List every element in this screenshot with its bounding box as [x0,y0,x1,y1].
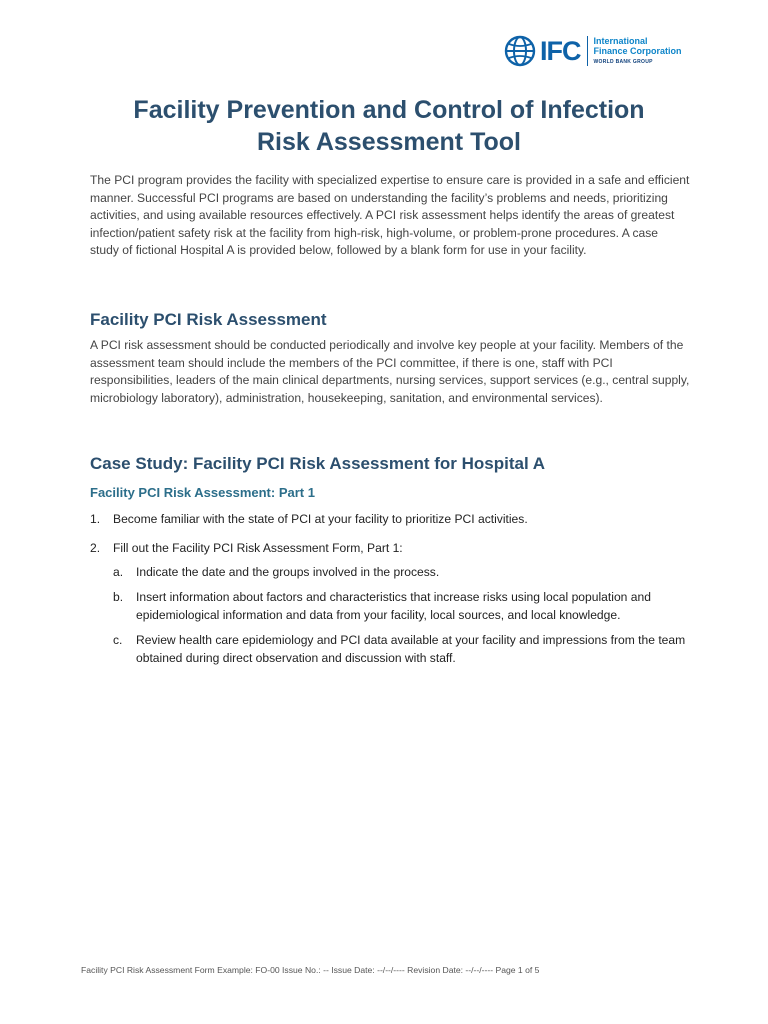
page-title [90,94,688,158]
logo-mark: IFC [540,35,581,66]
list-item-number: 1. [90,512,101,526]
sub-list-item-text: Indicate the date and the groups involved in the process. [136,565,440,579]
logo-line-1: International [593,35,648,46]
sub-list-item-text: Insert information about factors and characteristics that increase risks using local population and epidemiological information and data from your facility, local sources, and local knowledge. [136,590,651,622]
sub-list-item-letter: b. [113,590,124,604]
list-item-number: 2. [90,541,101,555]
title-line-1: Facility Prevention and Control of Infection [133,96,645,124]
subheading-part-1: Facility PCI Risk Assessment: Part 1 [90,485,315,500]
logo-text [594,36,682,67]
logo-line-2: Finance Corporation [593,45,682,56]
title-line-2: Risk Assessment Tool [257,128,521,156]
globe-icon [504,35,536,67]
section-heading-case-study: Case Study: Facility PCI Risk Assessment for Hospital A [90,454,546,473]
list-item-text: Fill out the Facility PCI Risk Assessment Form, Part 1: [113,541,403,555]
logo-line-3: WORLD BANK GROUP [593,58,653,65]
ifc-logo [504,33,682,69]
sub-list-item-letter: a. [113,565,124,579]
sub-list-item-text: Review health care epidemiology and PCI data available at your facility and impressions from the team obtained during direct observation and discussion with staff. [136,633,686,665]
page-footer: Facility PCI Risk Assessment Form Example: FO-00 Issue No.: -- Issue Date: --/--/---- Revision Date: --/--/---- Page 1 of 5 [81,965,540,975]
list-item-text: Become familiar with the state of PCI at your facility to prioritize PCI activities. [113,512,528,526]
sub-list-item-letter: c. [113,633,123,647]
intro-paragraph: The PCI program provides the facility with specialized expertise to ensure care is provided in a safe and efficient manner. Successful PCI programs are based on understanding the facility’s problems and needs, prioritizing activities, and using available resources effectively. A PCI risk assessment helps identify the areas of greatest infection/patient safety risk at the facility from high-risk, high-volume, or problem-prone procedures. A case study of fictional Hospital A is provided below, followed by a blank form for use in your facility. [90,173,690,258]
logo-divider [587,36,588,66]
section-body-risk-assessment: A PCI risk assessment should be conducted periodically and involve key people at your facility. Members of the assessment team should include the members of the PCI committee, if there is one, staff with PCI responsibilities, leaders of the main clinical departments, nursing services, support services (e.g., central supply, microbiology laboratory), administration, housekeeping, sanitation, and environmental services). [90,338,690,405]
section-heading-risk-assessment: Facility PCI Risk Assessment [90,310,327,329]
